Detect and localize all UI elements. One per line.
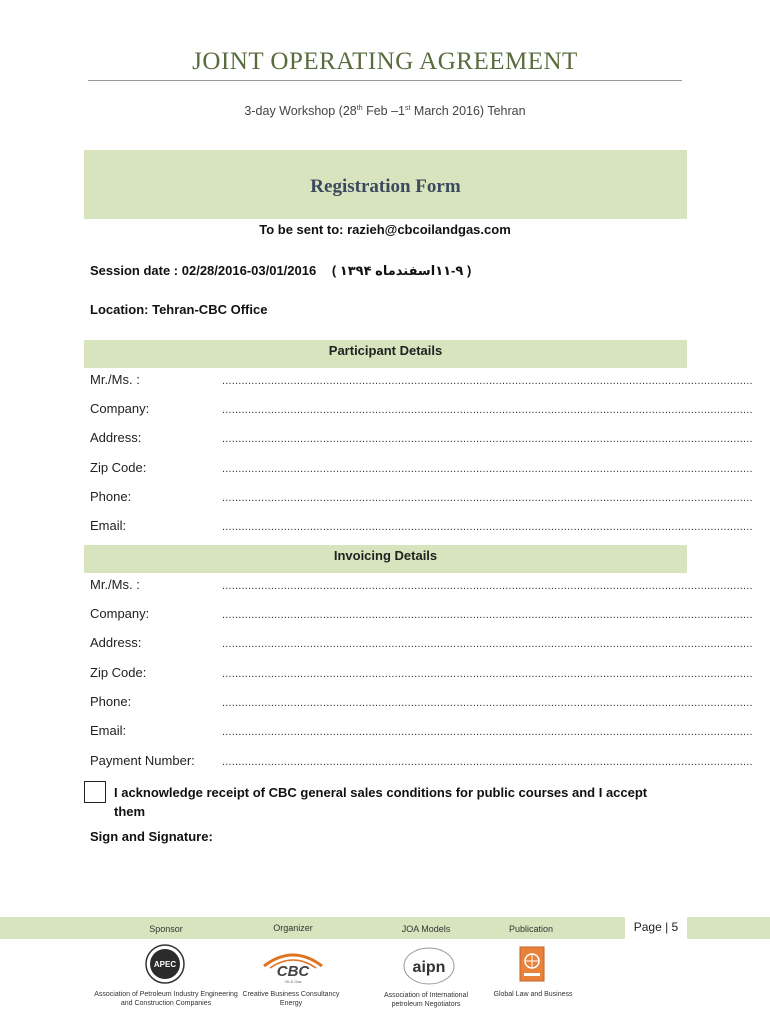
joa-models-label: JOA Models: [401, 924, 451, 934]
invoicing-company-label: Company:: [90, 606, 150, 621]
organizer-label: Organizer: [273, 923, 313, 933]
participant-address-label: Address:: [90, 430, 142, 445]
acknowledge-checkbox[interactable]: [84, 781, 106, 803]
location-line: Location: Tehran-CBC Office: [90, 302, 268, 317]
sign-and-signature-label: Sign and Signature:: [90, 829, 213, 844]
invoicing-email-label: Email:: [90, 723, 127, 738]
invoicing-company-field[interactable]: ...................................................................................................................................................................: [222, 609, 753, 621]
invoicing-zip-field[interactable]: ...................................................................................................................................................................: [222, 668, 753, 680]
payment-number-field[interactable]: ...................................................................................................................................................................: [222, 756, 753, 768]
svg-text:Oil & Gas: Oil & Gas: [284, 979, 302, 984]
aipn-logo: [402, 946, 456, 986]
svg-text:aipn: aipn: [412, 959, 446, 976]
apec-logo: [143, 944, 187, 984]
cbc-logo: [260, 944, 326, 984]
session-date: [90, 263, 471, 279]
acknowledge-text: I acknowledge receipt of CBC general sales conditions for public courses and I accept them: [114, 785, 648, 819]
participant-details-heading: Participant Details: [84, 340, 687, 368]
participant-address-field[interactable]: ...................................................................................................................................................................: [222, 433, 753, 445]
title-divider: [88, 80, 682, 81]
session-date-label: Session date : 02/28/2016-03/01/2016: [90, 263, 317, 278]
send-to-line: To be sent to: razieh@cbcoilandgas.com: [259, 222, 511, 237]
invoicing-address-field[interactable]: ...................................................................................................................................................................: [222, 638, 753, 650]
publication-caption: Global Law and Business: [493, 991, 573, 998]
invoicing-address-label: Address:: [90, 635, 142, 650]
invoicing-phone-field[interactable]: ...................................................................................................................................................................: [222, 697, 753, 709]
invoicing-name-field[interactable]: ...................................................................................................................................................................: [222, 580, 753, 592]
form-title: Registration Form: [310, 176, 461, 197]
workshop-subtitle: 3-day Workshop (28th Feb –1st March 2016) Tehran: [244, 104, 526, 118]
invoicing-name-label: Mr./Ms. :: [90, 577, 140, 592]
aipn-caption: Association of International petroleum Negotiators: [383, 992, 469, 1008]
page-number: Page | 5: [625, 915, 687, 939]
participant-company-field[interactable]: ...................................................................................................................................................................: [222, 404, 753, 416]
publication-label: Publication: [508, 924, 554, 934]
apec-caption: Association of Petroleum Industry Engineering and Construction Companies: [94, 991, 238, 1007]
invoicing-phone-label: Phone:: [90, 694, 132, 709]
invoicing-email-field[interactable]: ...................................................................................................................................................................: [222, 726, 753, 738]
cbc-caption: Creative Business Consultancy Energy: [242, 991, 340, 1007]
document-title: JOINT OPERATING AGREEMENT: [192, 48, 578, 75]
participant-email-label: Email:: [90, 518, 127, 533]
session-date-persian: ( ۱۱-۹اسفندماه ۱۳۹۴ ): [331, 263, 472, 278]
svg-text:APEC: APEC: [153, 960, 177, 969]
participant-zip-field[interactable]: ...................................................................................................................................................................: [222, 463, 753, 475]
invoicing-zip-label: Zip Code:: [90, 665, 147, 680]
invoicing-details-heading: Invoicing Details: [84, 545, 687, 573]
svg-text:CBC: CBC: [276, 963, 310, 980]
participant-phone-label: Phone:: [90, 489, 132, 504]
participant-phone-field[interactable]: ...................................................................................................................................................................: [222, 492, 753, 504]
participant-zip-label: Zip Code:: [90, 460, 147, 475]
participant-email-field[interactable]: ...................................................................................................................................................................: [222, 521, 753, 533]
participant-name-label: Mr./Ms. :: [90, 372, 140, 387]
publication-logo: [519, 946, 545, 982]
participant-company-label: Company:: [90, 401, 150, 416]
payment-number-label: Payment Number:: [90, 753, 195, 768]
participant-name-field[interactable]: ...................................................................................................................................................................: [222, 375, 753, 387]
sponsor-label: Sponsor: [149, 924, 183, 934]
